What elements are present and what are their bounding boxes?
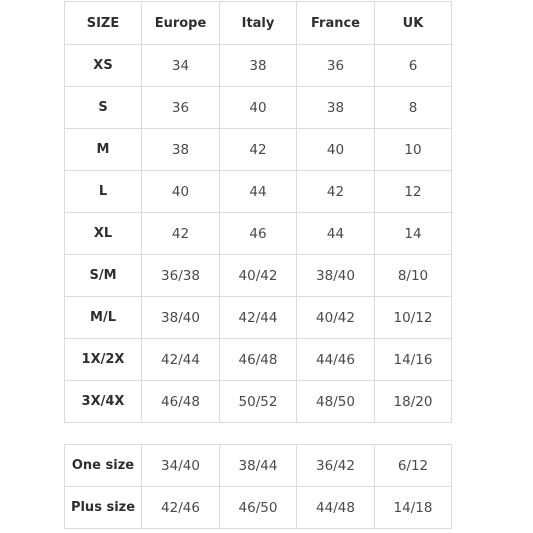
row-size-label: S — [65, 87, 142, 129]
table-cell: 42/46 — [142, 487, 220, 529]
row-size-label: 3X/4X — [65, 381, 142, 423]
row-size-label: XL — [65, 213, 142, 255]
extra-size-table — [64, 444, 452, 529]
header-uk: UK — [375, 2, 452, 45]
table-row — [65, 381, 452, 423]
table-cell: 40/42 — [220, 255, 297, 297]
table-cell: 6/12 — [375, 445, 452, 487]
table-header-row — [65, 2, 452, 45]
table-cell: 48/50 — [297, 381, 375, 423]
table-cell: 50/52 — [220, 381, 297, 423]
header-france: France — [297, 2, 375, 45]
header-italy: Italy — [220, 2, 297, 45]
table-cell: 40 — [142, 171, 220, 213]
table-cell: 34/40 — [142, 445, 220, 487]
table-row — [65, 339, 452, 381]
table-cell: 46 — [220, 213, 297, 255]
row-size-label: XS — [65, 45, 142, 87]
row-size-label: 1X/2X — [65, 339, 142, 381]
table-cell: 36/42 — [297, 445, 375, 487]
table-cell: 44 — [297, 213, 375, 255]
table-row — [65, 213, 452, 255]
table-row — [65, 129, 452, 171]
header-size: SIZE — [65, 2, 142, 45]
table-row — [65, 87, 452, 129]
table-row — [65, 171, 452, 213]
table-cell: 42 — [297, 171, 375, 213]
table-cell: 38/44 — [220, 445, 297, 487]
row-size-label: L — [65, 171, 142, 213]
table-cell: 12 — [375, 171, 452, 213]
table-cell: 18/20 — [375, 381, 452, 423]
table-cell: 46/48 — [142, 381, 220, 423]
table-cell: 6 — [375, 45, 452, 87]
table-row — [65, 255, 452, 297]
table-cell: 10 — [375, 129, 452, 171]
table-row — [65, 487, 452, 529]
table-cell: 36 — [297, 45, 375, 87]
size-conversion-table — [64, 1, 452, 423]
table-cell: 34 — [142, 45, 220, 87]
table-cell: 46/48 — [220, 339, 297, 381]
table-cell: 44 — [220, 171, 297, 213]
table-cell: 44/48 — [297, 487, 375, 529]
table-cell: 40/42 — [297, 297, 375, 339]
table-cell: 38 — [142, 129, 220, 171]
row-size-label: S/M — [65, 255, 142, 297]
table-cell: 36/38 — [142, 255, 220, 297]
table-cell: 42/44 — [220, 297, 297, 339]
table-cell: 10/12 — [375, 297, 452, 339]
row-size-label: Plus size — [65, 487, 142, 529]
table-cell: 42/44 — [142, 339, 220, 381]
table-cell: 8 — [375, 87, 452, 129]
table-cell: 40 — [297, 129, 375, 171]
table-cell: 38 — [220, 45, 297, 87]
table-cell: 14 — [375, 213, 452, 255]
row-size-label: M/L — [65, 297, 142, 339]
row-size-label: One size — [65, 445, 142, 487]
row-size-label: M — [65, 129, 142, 171]
header-europe: Europe — [142, 2, 220, 45]
table-cell: 14/16 — [375, 339, 452, 381]
table-cell: 42 — [142, 213, 220, 255]
table-cell: 40 — [220, 87, 297, 129]
table-cell: 44/46 — [297, 339, 375, 381]
table-cell: 38 — [297, 87, 375, 129]
table-row — [65, 445, 452, 487]
table-cell: 46/50 — [220, 487, 297, 529]
table-cell: 38/40 — [142, 297, 220, 339]
table-cell: 38/40 — [297, 255, 375, 297]
table-cell: 14/18 — [375, 487, 452, 529]
table-row — [65, 45, 452, 87]
table-cell: 42 — [220, 129, 297, 171]
table-cell: 36 — [142, 87, 220, 129]
table-row — [65, 297, 452, 339]
table-cell: 8/10 — [375, 255, 452, 297]
